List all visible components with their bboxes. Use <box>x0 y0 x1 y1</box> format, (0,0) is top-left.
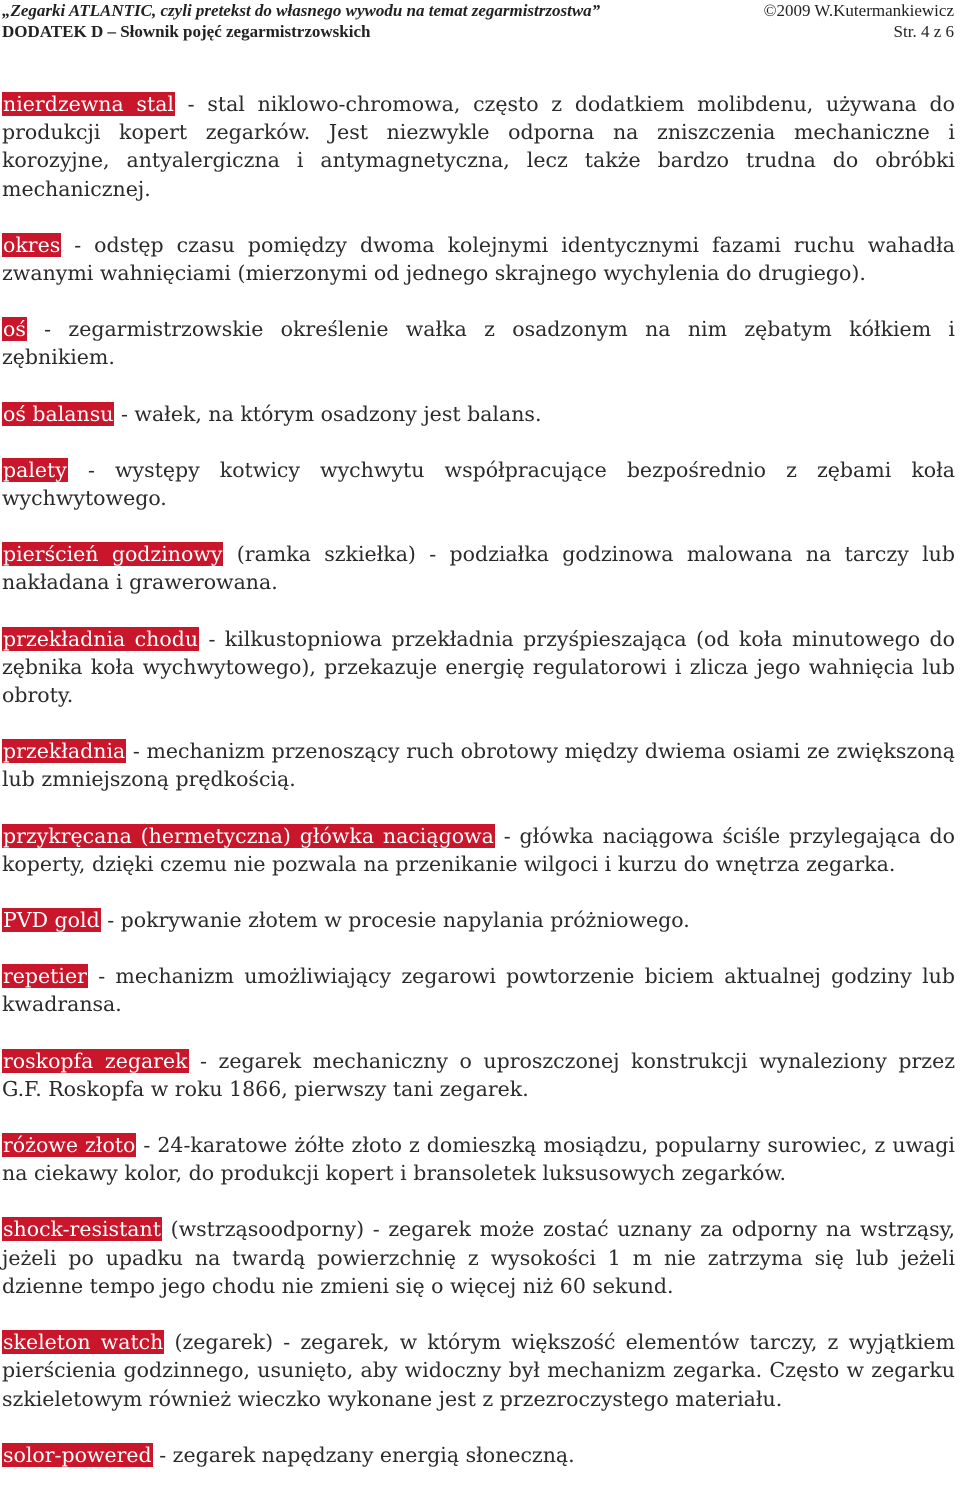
page-header <box>2 0 954 42</box>
glossary-term: oś <box>3 317 26 342</box>
glossary-definition: - stal niklowo-chromowa, często z dodatkiem molibdenu, używana do produkcji kopert zegarków. Jest niezwykle odporna na zniszczenia mechaniczne i korozyjne, antyalergiczna i antymagnetyczna, lecz także bardzo trudna do obróbki mechanicznej. <box>2 92 955 201</box>
copyright-notice: ©2009 W.Kutermankiewicz <box>763 1 954 20</box>
glossary-term: oś balansu <box>3 401 114 426</box>
glossary-term: roskopfa zegarek <box>3 1048 188 1073</box>
glossary-definition: (zegarek) - zegarek, w którym większość elementów tarczy, z wyjątkiem pierścienia godzinnego, usunięto, aby widoczny był mechanizm zegarka. Często w zegarku szkieletowym również wieczko wykonane jest z przezroczystego materiału. <box>2 1330 955 1411</box>
glossary-entry <box>2 822 955 878</box>
glossary-term: solor-powered <box>3 1442 152 1467</box>
page-number: Str. 4 z 6 <box>893 22 954 41</box>
header-row-top <box>2 0 954 21</box>
glossary-definition: - kilkustopniowa przekładnia przyśpieszająca (od koła minutowego do zębnika koła wychwytowego), przekazuje energię regulatorowi i zlicza jego wahnięcia lub obroty. <box>2 626 955 708</box>
glossary-entry <box>2 540 955 596</box>
glossary-entry <box>2 231 955 287</box>
document-subtitle: DODATEK D – Słownik pojęć zegarmistrzowskich <box>2 22 371 41</box>
glossary-definition: - 24-karatowe żółte złoto z domieszką mosiądzu, popularny surowiec, z uwagi na ciekawy kolor, do produkcji kopert i bransoletek luksusowych zegarków. <box>2 1133 955 1186</box>
glossary-term: przykręcana (hermetyczna) główka naciągowa <box>3 823 494 848</box>
glossary-definition: - pokrywanie złotem w procesie napylania próżniowego. <box>100 908 690 933</box>
glossary-term: palety <box>3 457 67 482</box>
header-row-bottom <box>2 21 954 42</box>
glossary-definition: - zegarmistrzowskie określenie wałka z osadzonym na nim zębatym kółkiem i zębnikiem. <box>2 317 955 370</box>
glossary-entry <box>2 737 955 793</box>
glossary-entry <box>2 400 955 428</box>
glossary-entry <box>2 1131 955 1187</box>
glossary-entry <box>2 90 955 203</box>
glossary-definition: - zegarek napędzany energią słoneczną. <box>152 1442 575 1467</box>
glossary-term: przekładnia chodu <box>3 626 199 651</box>
glossary-entry <box>2 1441 955 1469</box>
glossary-term: nierdzewna stal <box>3 92 174 116</box>
glossary-definition: (ramka szkiełka) - podziałka godzinowa malowana na tarczy lub nakładana i grawerowana. <box>2 542 956 595</box>
glossary-entry <box>2 1328 955 1413</box>
glossary-term: pierścień godzinowy <box>3 542 223 567</box>
glossary-term: okres <box>3 232 61 257</box>
glossary-definition: - występy kotwicy wychwytu współpracujące bezpośrednio z zębami koła wychwytowego. <box>2 457 955 511</box>
glossary-definition: - zegarek mechaniczny o uproszczonej konstrukcji wynaleziony przez G.F. Roskopfa w roku 1866, pierwszy tani zegarek. <box>2 1048 956 1101</box>
glossary-definition: - mechanizm przenoszący ruch obrotowy między dwiema osiami ze zwiększoną lub zmniejszoną prędkością. <box>2 739 955 792</box>
glossary-term: przekładnia <box>3 739 126 764</box>
glossary-entry <box>2 1047 955 1103</box>
glossary-entry <box>2 1215 955 1300</box>
glossary-term: PVD gold <box>3 908 100 933</box>
glossary-term: shock-resistant <box>3 1217 161 1242</box>
glossary-entry <box>2 315 955 371</box>
glossary-term: skeleton watch <box>3 1330 164 1355</box>
glossary-entry <box>2 906 955 934</box>
glossary-definition: - odstęp czasu pomiędzy dwoma kolejnymi identycznymi fazami ruchu wahadła zwanymi wahnięciami (mierzonymi od jednego skrajnego wychylenia do drugiego). <box>2 232 955 286</box>
glossary-term: różowe złoto <box>3 1133 136 1158</box>
glossary-definition: (wstrząsoodporny) - zegarek może zostać uznany za odporny na wstrząsy, jeżeli po upadku na twardą powierzchnię z wysokości 1 m nie zatrzyma się lub jeżeli dzienne tempo jego chodu nie zmieni się o więcej niż 60 sekund. <box>2 1217 955 1298</box>
glossary-entry <box>2 962 955 1018</box>
glossary-entry <box>2 625 955 710</box>
glossary-entry <box>2 456 955 512</box>
glossary-term: repetier <box>3 964 87 989</box>
glossary-definition: - główka naciągowa ściśle przylegająca do koperty, dzięki czemu nie pozwala na przenikanie wilgoci i kurzu do wnętrza zegarka. <box>2 823 955 876</box>
glossary-definition: - wałek, na którym osadzony jest balans. <box>114 401 542 426</box>
glossary-entries <box>2 90 955 1497</box>
document-title: „Zegarki ATLANTIC, czyli pretekst do własnego wywodu na temat zegarmistrzostwa” <box>2 1 601 20</box>
glossary-definition: - mechanizm umożliwiający zegarowi powtorzenie biciem aktualnej godziny lub kwadransa. <box>2 964 955 1017</box>
